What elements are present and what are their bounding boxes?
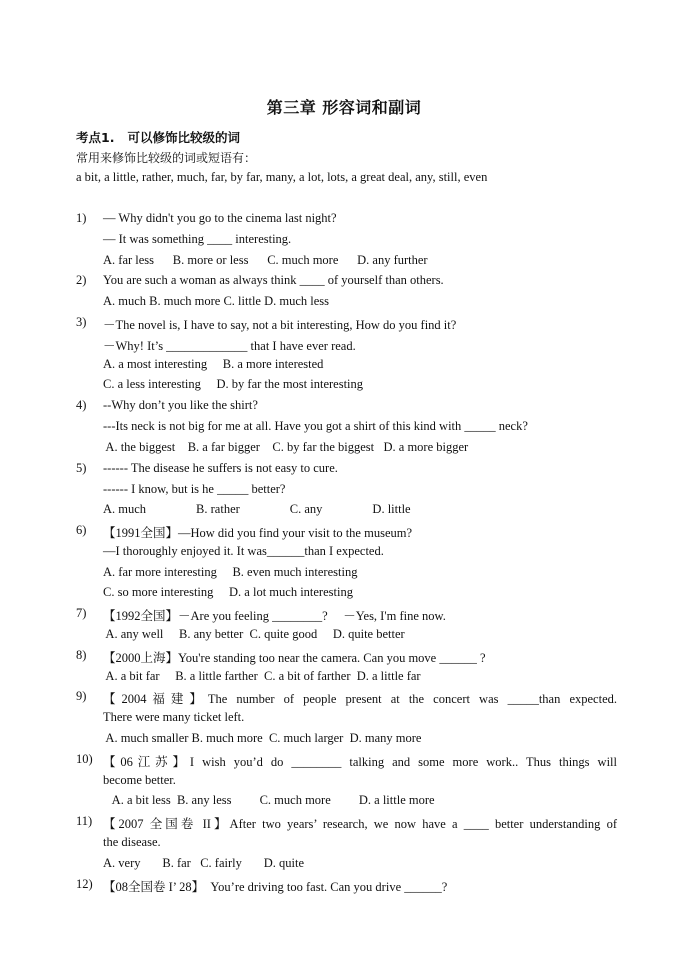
question-line: 【08全国卷 I’ 28】 You’re driving too fast. Can you drive ______? — [103, 880, 448, 894]
question-number: 7) — [76, 606, 87, 620]
question-line: 【2000上海】You're standing too near the camera. Can you move ______ ? — [103, 651, 486, 665]
question-number: 1) — [76, 211, 87, 225]
question-line: 【06江苏】I wish you’d do ________ talking and some more work.. Thus things will — [103, 755, 617, 769]
question-line: ---Its neck is not big for me at all. Have you got a shirt of this kind with _____ neck? — [103, 419, 528, 433]
answer-options: A. any well B. any better C. quite good D. quite better — [103, 627, 405, 641]
answer-options: A. very B. far C. fairly D. quite — [103, 856, 305, 870]
question-line: 【2007 全国卷 II】After two years’ research, we now have a ____ better understanding of — [103, 817, 617, 831]
answer-options: A. a bit less B. any less C. much more D. a little more — [103, 793, 435, 807]
question-number: 2) — [76, 273, 87, 287]
question-line: --Why don’t you like the shirt? — [103, 398, 258, 412]
question-line: 【1992全国】－Are you feeling ________? －Yes, I'm fine now. — [103, 609, 446, 623]
answer-options: A. far less B. more or less C. much more D. any further — [103, 253, 428, 267]
question-number: 4) — [76, 398, 87, 412]
answer-options: A. the biggest B. a far bigger C. by far the biggest D. a more bigger — [103, 440, 469, 454]
question-line: －The novel is, I have to say, not a bit interesting, How do you find it? — [103, 318, 457, 332]
question-number: 8) — [76, 648, 87, 662]
chapter-title: 第三章 形容词和副词 — [266, 98, 422, 117]
section-heading — [76, 128, 240, 146]
question-line: become better. — [103, 773, 176, 787]
answer-options: A. a bit far B. a little farther C. a bit of farther D. a little far — [103, 669, 421, 683]
question-line: —I thoroughly enjoyed it. It was______than I expected. — [103, 544, 384, 558]
intro-text: 常用来修饰比较级的词或短语有： — [76, 151, 257, 165]
question-line: — Why didn't you go to the cinema last night? — [103, 211, 337, 225]
question-line: You are such a woman as always think ____ of yourself than others. — [103, 273, 444, 287]
question-line: There were many ticket left. — [103, 710, 245, 724]
answer-options: A. much B. rather C. any D. little — [103, 502, 411, 516]
question-line: ------ I know, but is he _____ better? — [103, 482, 286, 496]
question-number: 5) — [76, 461, 87, 475]
question-line: the disease. — [103, 835, 161, 849]
section-text: 可以修饰比较级的词 — [127, 130, 241, 145]
answer-options: A. much B. much more C. little D. much less — [103, 294, 330, 308]
answer-options: C. a less interesting D. by far the most interesting — [103, 377, 364, 391]
question-number: 6) — [76, 523, 87, 537]
answer-options: C. so more interesting D. a lot much interesting — [103, 585, 353, 599]
answer-options: A. a most interesting B. a more interested — [103, 357, 324, 371]
answer-options: A. much smaller B. much more C. much larger D. many more — [103, 731, 422, 745]
question-line: －Why! It’s _____________ that I have ever read. — [103, 339, 356, 353]
question-number: 3) — [76, 315, 87, 329]
question-line: ------ The disease he suffers is not easy to cure. — [103, 461, 338, 475]
question-number: 10) — [76, 752, 93, 766]
section-label: 考点1. — [76, 130, 115, 145]
question-number: 9) — [76, 689, 87, 703]
question-line: 【2004福建】The number of people present at the concert was _____than expected. — [103, 692, 617, 706]
question-number: 12) — [76, 877, 93, 891]
question-line: — It was something ____ interesting. — [103, 232, 292, 246]
answer-options: A. far more interesting B. even much interesting — [103, 565, 358, 579]
question-line: 【1991全国】—How did you find your visit to the museum? — [103, 526, 413, 540]
question-number: 11) — [76, 814, 93, 828]
modifier-word-list: a bit, a little, rather, much, far, by far, many, a lot, lots, a great deal, any, still, even — [76, 170, 488, 184]
